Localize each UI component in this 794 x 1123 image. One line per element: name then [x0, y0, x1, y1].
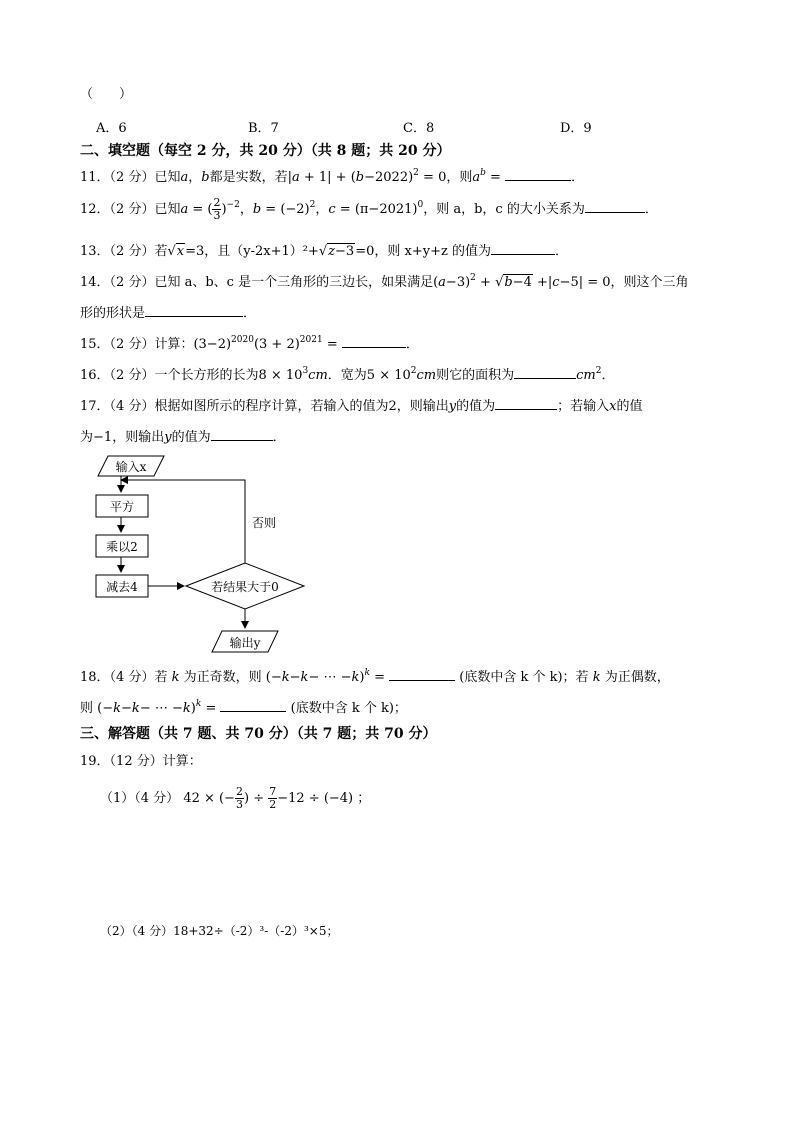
question-13: 13．（2 分）若√x=3，且（y-2x+1）²+√z−3=0，则 x+y+z 的值为 ．	[80, 244, 568, 259]
question-19-part2: （2）（4 分）18+32÷（-2）³-（-2）³×5；	[100, 924, 339, 938]
question-11: 11．（2 分）已知a，b都是实数，若$|a + 1| + (b-2022)^2 = 0$，则$a^b$ = ．	[80, 168, 585, 185]
flow-minus4-label: 减去4	[106, 580, 138, 594]
question-16: 16．（2 分）一个长方形的长为$8 \times 10^3cm$．宽为$5 \times 10^2cm$则它的面积为 $cm^2$．	[80, 366, 615, 383]
flow-otherwise-label: 否则	[252, 516, 277, 530]
question-12: 12．（2 分）已知a = ( $\frac{2}{3}$ )$^{-2}$，$b = (-2)^2$，$c = (\pi-2021)^0$，则 a，b，c 的大小关系为 ．	[80, 196, 658, 222]
question-18: 18．（4 分）若 k 为正奇数，则 (−k−k− ⋯ −k)$^k$ = (底数中含 k 个 k)；若 k 为正偶数，	[80, 668, 670, 685]
question-19-part1: （1）（4 分） 42 × (− $\frac{2}{3}$ ) ÷ $\frac{7}{2}$ −12 ÷ (−4) ；	[100, 785, 371, 811]
flow-times2-label: 乘以2	[106, 540, 138, 554]
answer-paren: （ ）	[80, 87, 133, 102]
section2-title: 二、填空题（每空 2 分，共 20 分）（共 8 题；共 20 分）	[80, 143, 451, 159]
flow-square-label: 平方	[109, 500, 135, 514]
flow-input-label: 输入x	[115, 460, 147, 474]
question-19-title: 19．（12 分）计算：	[80, 754, 202, 769]
section3-title: 三、解答题（共 7 题、共 70 分）（共 7 题；共 70 分）	[80, 726, 437, 742]
question-15: 15．（2 分）计算：$(3-2)^{2020}(3 + 2)^{2021}$ = ．	[80, 335, 419, 352]
option-a: A．6	[96, 121, 127, 136]
program-flowchart	[88, 452, 308, 657]
question-17: 17．（4 分）根据如图所示的程序计算，若输入的值为2，则输出y的值为 ；若输入x的值	[80, 399, 643, 414]
question-14-line2: 形的形状是 ．	[80, 306, 257, 321]
question-17-line2: 为−1，则输出y的值为 ．	[80, 430, 286, 445]
question-18-line2: 则 (−k−k− ⋯ −k)$^k$ = (底数中含 k 个 k)；	[80, 699, 407, 716]
option-d: D．9	[560, 121, 592, 136]
option-c: C．8	[403, 121, 435, 136]
flow-decision-label: 若结果大于0	[211, 580, 279, 594]
flow-output-label: 输出y	[229, 636, 261, 650]
question-14: 14．（2 分）已知 a、b、c 是一个三角形的三边长，如果满足$(a-3)^2 + √b-4 +|c-5| = 0$，则这个三角	[80, 273, 689, 290]
option-b: B．7	[248, 121, 279, 136]
